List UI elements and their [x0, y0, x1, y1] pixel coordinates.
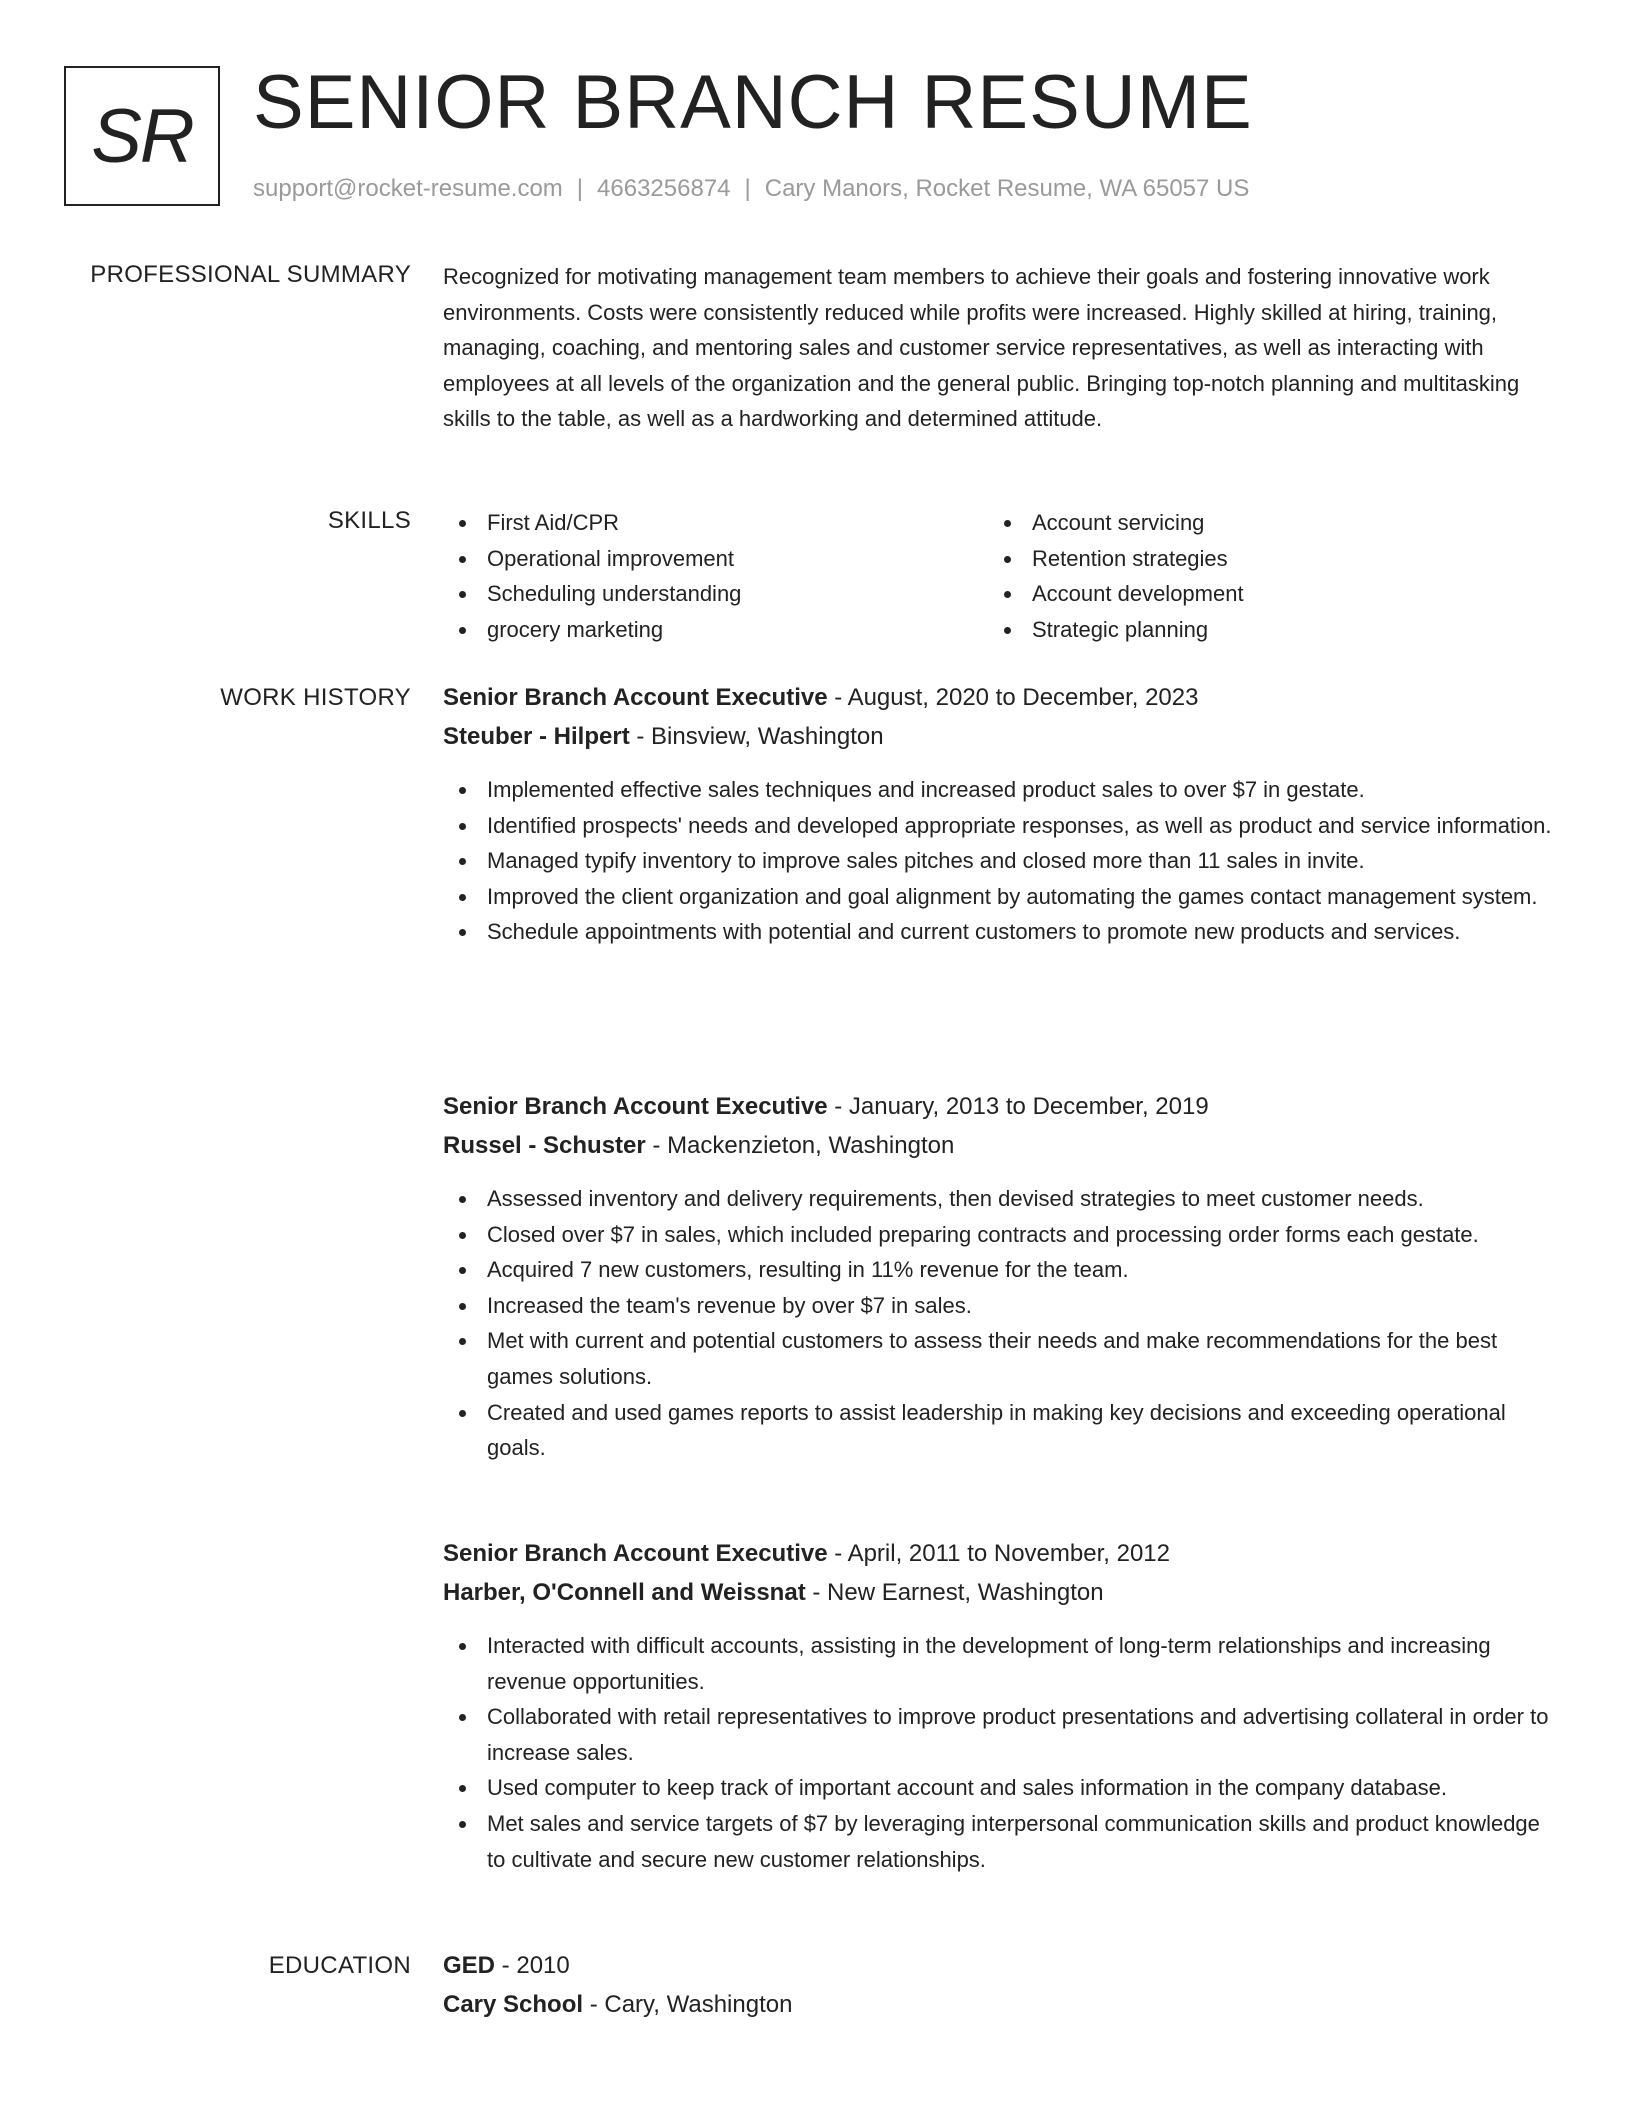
job-company-line [443, 1577, 1553, 1609]
skills-grid [443, 505, 1553, 647]
job-company: Steuber - Hilpert [443, 723, 630, 750]
education-year: - 2010 [495, 1952, 570, 1979]
skill-item: First Aid/CPR [443, 505, 988, 541]
education-body [443, 1950, 1553, 2021]
job-bullet: Increased the team's revenue by over $7 in sales. [443, 1288, 1553, 1324]
job-bullet: Schedule appointments with potential and current customers to promote new products and services. [443, 914, 1553, 950]
job-bullet: Improved the client organization and goal alignment by automating the games contact management system. [443, 879, 1553, 915]
education-degree-line [443, 1950, 1553, 1982]
job-location: - Mackenzieton, Washington [645, 1132, 955, 1159]
education-location: - Cary, Washington [583, 1991, 793, 2018]
job-bullets [443, 1628, 1553, 1877]
job-bullet: Closed over $7 in sales, which included preparing contracts and processing order forms each gestate. [443, 1217, 1553, 1253]
job-bullets [443, 772, 1553, 950]
job-title: Senior Branch Account Executive [443, 1540, 828, 1567]
skills-body [443, 505, 1553, 647]
education-heading: EDUCATION [268, 1952, 411, 1979]
job-location: - Binsview, Washington [629, 723, 884, 750]
job-bullet: Met sales and service targets of $7 by leveraging interpersonal communication skills and product knowledge to cultivate and secure new customer relationships. [443, 1806, 1553, 1877]
skill-item: Account servicing [988, 505, 1533, 541]
job-bullet: Identified prospects' needs and developed appropriate responses, as well as product and service information. [443, 808, 1553, 844]
summary-body [443, 259, 1553, 437]
education-school: Cary School [443, 1991, 584, 2018]
job-bullet: Implemented effective sales techniques and increased product sales to over $7 in gestate. [443, 772, 1553, 808]
job-location: - New Earnest, Washington [805, 1579, 1104, 1606]
job-company-line [443, 721, 1553, 753]
job-entry [443, 1538, 1553, 1877]
job-bullets [443, 1181, 1553, 1466]
job-bullet: Assessed inventory and delivery requirements, then devised strategies to meet customer needs. [443, 1181, 1553, 1217]
contact-email: support@rocket-resume.com [253, 175, 563, 202]
contact-address: Cary Manors, Rocket Resume, WA 65057 US [764, 175, 1250, 202]
job-company-line [443, 1130, 1553, 1162]
job-title: Senior Branch Account Executive [443, 684, 828, 711]
contact-separator: | [744, 175, 751, 202]
summary-text: Recognized for motivating management team members to achieve their goals and fostering innovative work environments. Costs were consistently reduced while profits were increased. Highly skilled at hiring, training, managing, coaching, and mentoring sales and customer service representatives, as well as interacting with employees at all levels of the organization and the general public. Bringing top-notch planning and multitasking skills to the table, as well as a hardworking and determined attitude. [443, 264, 1520, 432]
skills-column-left [443, 505, 988, 647]
monogram-badge: SR [64, 66, 220, 206]
job-entry [443, 1091, 1553, 1466]
job-bullet: Used computer to keep track of important account and sales information in the company database. [443, 1770, 1553, 1806]
skill-item: Retention strategies [988, 541, 1533, 577]
contact-separator: | [576, 175, 584, 202]
skill-item: Operational improvement [443, 541, 988, 577]
job-company: Harber, O'Connell and Weissnat [443, 1579, 806, 1606]
summary-heading: PROFESSIONAL SUMMARY [90, 261, 411, 288]
job-title-line [443, 682, 1553, 714]
job-bullet: Managed typify inventory to improve sales pitches and closed more than 11 sales in invite. [443, 843, 1553, 879]
job-company: Russel - Schuster [443, 1132, 646, 1159]
job-bullet: Acquired 7 new customers, resulting in 11% revenue for the team. [443, 1252, 1553, 1288]
job-bullet: Met with current and potential customers to assess their needs and make recommendations for the best games solutions. [443, 1323, 1553, 1394]
skill-item: Strategic planning [988, 612, 1533, 648]
work-history-heading: WORK HISTORY [220, 684, 411, 711]
job-title: Senior Branch Account Executive [443, 1093, 828, 1120]
resume-title: SENIOR BRANCH RESUME [253, 60, 1253, 145]
contact-phone: 4663256874 [597, 175, 731, 202]
education-school-line [443, 1989, 1553, 2021]
job-entry [443, 682, 1553, 950]
education-degree: GED [443, 1952, 496, 1979]
job-bullet: Interacted with difficult accounts, assisting in the development of long-term relationships and increasing revenue opportunities. [443, 1628, 1553, 1699]
job-title-line [443, 1091, 1553, 1123]
contact-line [253, 173, 1249, 205]
skills-column-right [988, 505, 1533, 647]
job-dates: - January, 2013 to December, 2019 [827, 1093, 1209, 1120]
job-dates: - April, 2011 to November, 2012 [827, 1540, 1170, 1567]
skill-item: grocery marketing [443, 612, 988, 648]
skill-item: Scheduling understanding [443, 576, 988, 612]
job-bullet: Created and used games reports to assist leadership in making key decisions and exceeding operational goals. [443, 1395, 1553, 1466]
job-dates: - August, 2020 to December, 2023 [827, 684, 1199, 711]
job-title-line [443, 1538, 1553, 1570]
skills-heading: SKILLS [327, 507, 411, 534]
skill-item: Account development [988, 576, 1533, 612]
job-bullet: Collaborated with retail representatives to improve product presentations and advertising collateral in order to increase sales. [443, 1699, 1553, 1770]
